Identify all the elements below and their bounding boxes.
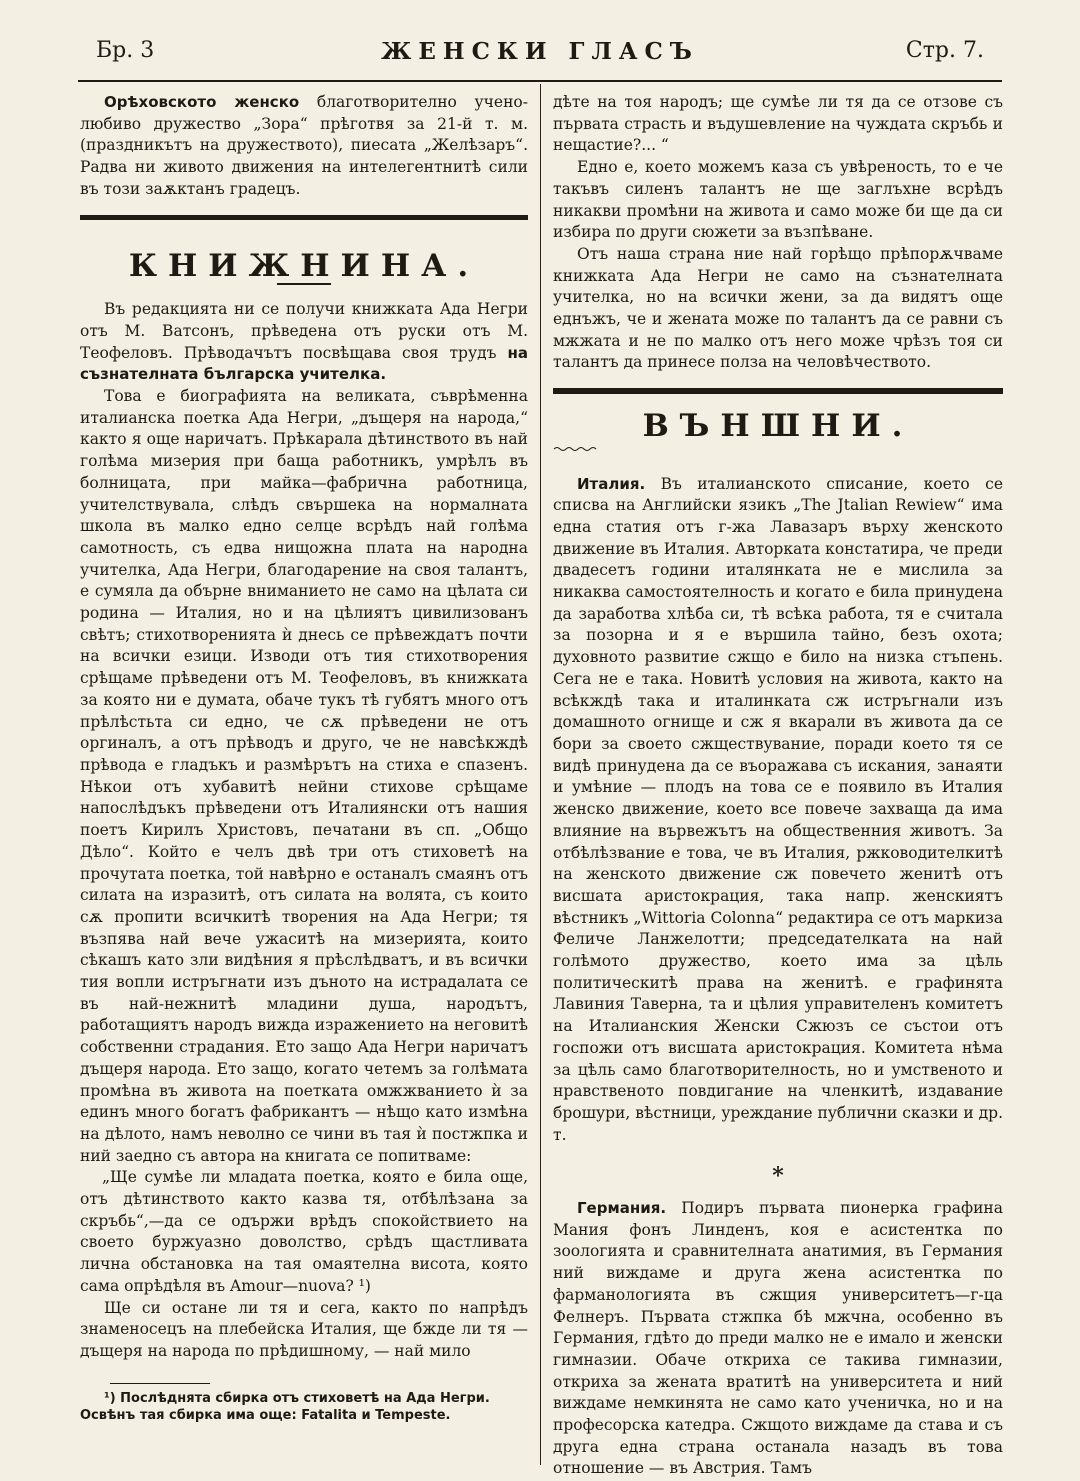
issue-number: Бр. 3 bbox=[96, 38, 155, 63]
separator-asterisk: * bbox=[772, 1163, 784, 1190]
zora-notice bbox=[80, 92, 528, 201]
page-header bbox=[96, 38, 984, 78]
book-dedication: на съзнателната българска учителка. bbox=[80, 343, 528, 384]
footnote-rule bbox=[110, 1383, 210, 1384]
talent-paragraph: Едно е, което можемъ каза съ увѣреность, то е че такъвъ силенъ талантъ не ще заглъхне всрѣдъ никакви промѣни на живота и само може би ще да си избира по други сюжети за възпѣване. bbox=[553, 158, 1003, 242]
left-column bbox=[80, 92, 528, 1424]
section-title-vanshni: ВЪНШНИ. bbox=[642, 408, 914, 445]
continuation-text: дѣте на тоя народъ; ще сумѣе ли тя да се отзове съ първата страсть и въдушевление на чуждата скръбь и нещастие?... “ bbox=[553, 93, 1003, 155]
recommendation-paragraph: Отъ наша страна ние най горѣщо прѣпорѫчваме книжката Ада Негри не само на съзнателната учителка, но на всички жени, за да видятъ още еднъжъ, че и жената може по талантъ да се равни съ мжжата и не по малко отъ него може чрѣзъ тоя си талантъ да принесе полза на человѣчеството. bbox=[553, 244, 1003, 372]
column-divider bbox=[540, 84, 541, 1465]
section-title-knizhnina: КНИЖНИНА. bbox=[128, 247, 480, 284]
book-notice bbox=[80, 299, 528, 386]
zora-notice-text: благотворително учено-любиво дружество „Зора“ прѣготвя за 21-й т. м. (праздникътъ на дружеството), пиесата „Желѣзаръ“. Радва ни живото движения на интелегентнитѣ сили въ този заѫктанъ градецъ. bbox=[80, 93, 528, 198]
germany-item bbox=[553, 1198, 1003, 1480]
biography-paragraph: Това е биографията на великата, съврѣменна италианска поетка Ада Негри, „дъщеря на народа,“ както я още наричатъ. Прѣкарала дѣтинството въ най голѣма мизерия при баща работникъ, умрѣлъ въ болницата, при майка—фабрична работница, учителствувала, слѣдъ свършека на нормалната школа въ малко едно селце всрѣдъ най голѣма самотность, съ едва нищожна плата на народна учителка, Ада Негри, благодарение на своя талантъ, е сумяла да обърне вниманието не само на цѣлата си родина — Италия, но и на цѣлиятъ цивилизованъ свѣтъ; стихотворенията ѝ днесь се прѣвеждатъ почти на всички езици. Изводи отъ тия стихотворения срѣщаме прѣведени отъ М. Теофеловъ, въ книжката за която ни е думата, обаче тукъ тѣ губятъ много отъ прѣлѣстьта си едно, че сѫ прѣведени не отъ оргиналъ, а отъ прѣводъ и друго, че не навсѣкждѣ прѣвода е гладъкъ и размѣрътъ на стиха е спазенъ. Нѣкои отъ хубавитѣ нейни стихове срѣщаме напослѣдъкъ прѣведени отъ Италиянски отъ нашия поетъ Кирилъ Христовъ, печатани въ сп. „Общо Дѣло“. Който е челъ двѣ три отъ стиховетѣ на прочутата поетка, той навѣрно е останалъ смаянъ отъ силата на изразитѣ, отъ силата на волята, съ които сѫ пропити всичкитѣ творения на Ада Негри; тя възпява най вече ужаситѣ на мизерията, които сѣкашъ като зли видѣния я прѣслѣдватъ, и въ всички тия вопли истръгнати изъ дъното на истрадалата се въ най-нежнитѣ младини душа, народътъ, работащиятъ народъ вижда изражението на неговитѣ собственни страдания. Ето защо Ада Негри наричатъ дъщеря народа. Ето защо, когато четемъ за голѣмата промѣна въ живота на поетката омжжванието ѝ за единъ много богатъ фабрикантъ — нѣщо като измѣна на дѣлото, намъ неволно се чини въ тая ѝ постжпка и ний заедно съ автора на книгата се попитваме: bbox=[80, 387, 528, 1165]
newspaper-title: ЖЕНСКИ ГЛАСЪ bbox=[381, 38, 699, 65]
right-column bbox=[553, 92, 1003, 1480]
book-notice-text: Въ редакцията ни се получи книжката Ада Негри отъ М. Ватсонъ, прѣведена отъ руски отъ М. Теофеловъ. Прѣводачътъ посвѣщава своя трудъ bbox=[80, 300, 528, 362]
italy-label: Италия. bbox=[577, 474, 646, 493]
italy-item bbox=[553, 474, 1003, 1147]
zora-notice-bold: Орѣховското женско bbox=[104, 93, 300, 111]
italy-text: Въ италианското списание, което се списва на Английски язикъ „The Jtalian Rewiew“ има една статия отъ г-жа Лавазаръ върху женското движение въ Италия. Авторката констатира, че преди двадесетъ години италянката не е мислила за никаква самостоятелность и когато е била принудена да заработва хлѣба си, тѣ всѣка работа, тя е считала за позорна и я е вършила тайно, безъ охота; духовното развитие сжщо е било на низка стъпень. Сега не е така. Новитѣ условия на живота, както на всѣкждѣ така и италинката сж истръгнали изъ домашното огнище и сж я вкарали въ живота да се бори за своето сжществувание, поради което тя се видѣ принудена да се въоражава съ искания, занаяти и умѣние — плодъ на това се е появило въ Италия женско движение, което все повече захваща да има влияние на вървежътъ на общественния животъ. За отбѣлѣзвание е това, че въ Италия, ржководителкитѣ на женското движение сж повечето женитѣ отъ висшата аристокрация, така напр. женскиятъ вѣстникъ „Wittoria Colonna“ редактира се отъ маркиза Феличе Ланжелотти; председателката на най голѣмото дружество, което има за цѣль политическитѣ права на женитѣ. е графинята Лавиния Таверна, та и цѣлия управителенъ комитетъ на Италианския Женски Сжюзъ се състои отъ госпожи отъ висшата аристокрация. Комитета нѣма за цѣль само благотворителность, но и умственото и нравственото повдигание на членкитѣ, издавание брошури, вѣстници, уреждание публични сказки и др. т. bbox=[553, 474, 1003, 1144]
header-rule bbox=[78, 80, 1002, 82]
page-number: Стр. 7. bbox=[905, 38, 984, 63]
quote-text: „Ще сумѣе ли младата поетка, която е била още, отъ дѣтинството както казва тя, отбѣлѣзана за скръбь“,—да се одържи врѣдъ спокойствието на своето буржуазно доволство, срѣдъ щастливата лична обстановка на тая омаятелна висота, която сама опрѣдѣля въ Amour—nuova? ¹) bbox=[80, 1168, 528, 1295]
title-ornament bbox=[553, 445, 599, 453]
footnote-line-1: ¹) Послѣднята сбирка отъ стиховетѣ на Ада Негри. bbox=[104, 1390, 490, 1406]
footnote bbox=[80, 1390, 528, 1424]
footnote-line-2: Освѣнъ тая сбирка има още: Fatalita и Tempeste. bbox=[80, 1407, 451, 1423]
quote-block bbox=[80, 1167, 528, 1297]
continuation-paragraph: Ще си остане ли тя и сега, както по напрѣдъ знаменосецъ на плебейска Италия, ще бжде ли тя — дъщеря на народа по прѣдишному, — най мило bbox=[80, 1298, 528, 1360]
germany-label: Германия. bbox=[577, 1199, 667, 1218]
germany-text: Подиръ първата пионерка графина Мания фонъ Линденъ, коя е асистентка по зоологията и сравнителната анатимия, въ Германия ний виждаме и друга жена асистентка по фарманологията въ сжщия университетъ—г-ца Фелнеръ. Първата стжпка бѣ мжчна, особенно въ Германия, гдѣто до преди малко не е имало и женски гимназии. Обаче откриха се такива гимназии, откриха за жената вратитѣ на университета и ний виждаме немкинята не само като ученичка, но и на професорска катедра. Сжщото виждаме да става и съ друга една страна останала назадъ въ това отношение — въ Австрия. Тамъ bbox=[553, 1199, 1003, 1478]
